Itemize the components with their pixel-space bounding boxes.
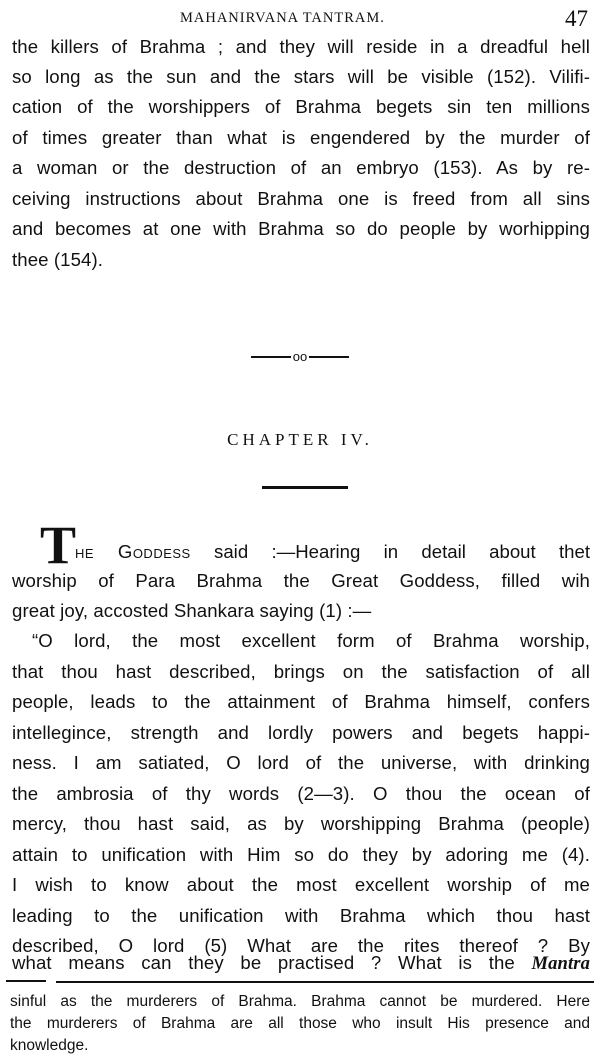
footnote-line: sinful as the murderers of Brahma. Brahma cannot be murdered. Here: [10, 993, 590, 1010]
footnote-rule-long: [56, 981, 594, 983]
running-head: [0, 6, 600, 34]
last-line-text: what means can they be practised ? What is the: [12, 952, 515, 973]
text-line: described, O lord (5) What are the rites thereof ? By: [12, 935, 590, 956]
text-line: the ambrosia of thy words (2—3). O thou the ocean of: [12, 783, 590, 804]
section-ornament: [0, 349, 600, 365]
footnote-rule-short: [6, 980, 46, 982]
text-line-last: [12, 952, 590, 975]
text-line: a woman or the destruction of an embryo (153). As by re-: [12, 157, 590, 178]
chapter-heading: CHAPTER IV.: [227, 430, 373, 449]
text-line: of times greater than what is engendered by the murder of: [12, 127, 590, 148]
page-number: 47: [565, 6, 588, 31]
text-line: ceiving instructions about Brahma one is freed from all sins: [12, 188, 590, 209]
running-title: MAHANIRVANA TANTRAM.: [180, 10, 385, 26]
text-line: mercy, thou hast said, as by worshipping Brahma (people): [12, 813, 590, 834]
text-line: great joy, accosted Shankara saying (1) :—: [12, 600, 372, 621]
text-line: that thou hast described, brings on the satisfaction of all: [12, 661, 590, 682]
drop-cap: T: [40, 515, 77, 575]
chapter-rule: [262, 486, 348, 489]
ornament-dash-right: [309, 356, 349, 358]
text-line: people, leads to the attainment of Brahma himself, confers: [12, 691, 590, 712]
text-line-first: [75, 541, 590, 563]
text-line: cation of the worshippers of Brahma begets sin ten millions: [12, 96, 590, 117]
text-line: so long as the sun and the stars will be visible (152). Vilifi-: [12, 66, 590, 87]
text-line: I wish to know about the most excellent worship of me: [12, 874, 590, 895]
text-line: and becomes at one with Brahma so do people by worhipping: [12, 218, 590, 239]
first-line-rest: said :—Hearing in detail about thet: [214, 541, 591, 562]
footnote-line: knowledge.: [10, 1037, 89, 1054]
speaker-smallcaps: he Goddess: [75, 541, 191, 562]
text-line: leading to the unification with Brahma which thou hast: [12, 905, 590, 926]
text-line: attain to unification with Him so do they by adoring me (4).: [12, 844, 590, 865]
footnote-line: the murderers of Brahma are all those who insult His presence and: [10, 1015, 590, 1032]
text-line: worship of Para Brahma the Great Goddess, filled wih: [12, 570, 590, 591]
ornament-glyph: oo: [292, 349, 308, 364]
text-line: ness. I am satiated, O lord of the universe, with drinking: [12, 752, 590, 773]
text-line: intellegince, strength and lordly powers and begets happi-: [12, 722, 590, 743]
text-line: the killers of Brahma ; and they will reside in a dreadful hell: [12, 36, 590, 57]
text-line: “O lord, the most excellent form of Brahma worship,: [32, 630, 590, 651]
ornament-dash-left: [251, 356, 291, 358]
mantra-italic: Mantra: [531, 953, 590, 974]
footnote-rule: [6, 980, 594, 982]
text-line: thee (154).: [12, 249, 104, 270]
